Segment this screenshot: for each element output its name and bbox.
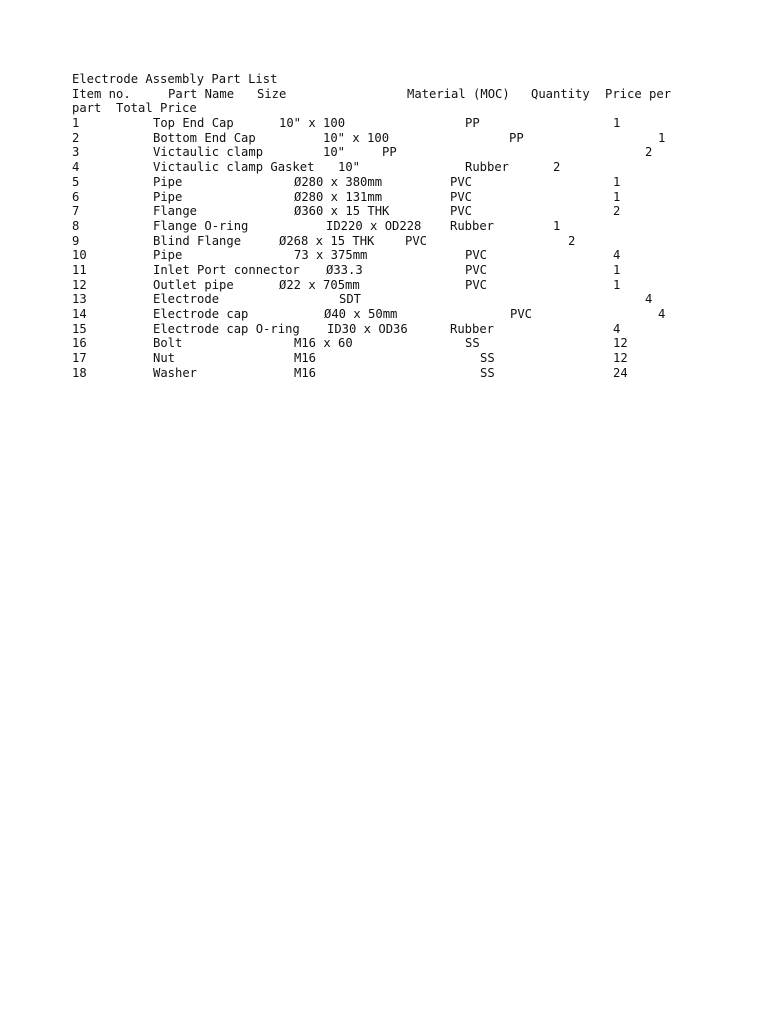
row-size: 10" — [323, 145, 346, 160]
header-quantity: Quantity — [531, 86, 590, 101]
row-item-no: 16 — [72, 336, 87, 351]
row-quantity: 1 — [613, 174, 621, 189]
row-item-no: 10 — [72, 248, 87, 263]
table-row — [72, 219, 692, 234]
row-part-name: Washer — [153, 365, 198, 380]
row-size: Ø33.3 — [326, 262, 363, 277]
row-part-name: Electrode cap O-ring — [153, 321, 300, 336]
table-row — [72, 248, 692, 263]
row-quantity: 4 — [613, 321, 621, 336]
row-material: PP — [382, 145, 397, 160]
row-quantity: 4 — [613, 248, 621, 263]
row-material: PVC — [510, 307, 533, 321]
row-item-no: 11 — [72, 262, 87, 277]
row-part-name: Inlet Port connector — [153, 262, 300, 277]
table-row — [72, 366, 692, 381]
row-item-no: 14 — [72, 307, 87, 321]
row-material: PP — [509, 130, 524, 145]
row-material: SS — [480, 351, 495, 366]
row-quantity: 2 — [645, 145, 653, 160]
row-quantity: 4 — [658, 307, 666, 321]
row-part-name: Top End Cap — [153, 116, 234, 131]
row-material: PP — [465, 116, 480, 131]
header-item-no: Item no. — [72, 86, 131, 101]
row-size: Ø40 x 50mm — [324, 307, 398, 321]
row-size: Ø280 x 380mm — [294, 174, 383, 189]
table-row — [72, 131, 692, 146]
header-size: Size — [257, 86, 287, 101]
row-item-no: 1 — [72, 116, 80, 131]
row-item-no: 8 — [72, 218, 80, 233]
table-row — [72, 145, 692, 160]
table-row — [72, 336, 692, 351]
row-quantity: 1 — [658, 130, 666, 145]
row-part-name: Electrode — [153, 292, 220, 307]
row-part-name: Bottom End Cap — [153, 130, 256, 145]
row-quantity: 2 — [613, 204, 621, 219]
row-size: Ø22 x 705mm — [279, 277, 360, 292]
row-size: 10" x 100 — [323, 130, 390, 145]
row-part-name: Outlet pipe — [153, 277, 234, 292]
row-part-name: Flange O-ring — [153, 218, 249, 233]
row-item-no: 13 — [72, 292, 87, 307]
table-row — [72, 175, 692, 190]
row-item-no: 7 — [72, 204, 80, 219]
row-quantity: 1 — [553, 218, 561, 233]
table-row — [72, 190, 692, 205]
row-part-name: Flange — [153, 204, 198, 219]
table-row — [72, 234, 692, 249]
row-size: M16 — [294, 351, 317, 366]
row-size: 73 x 375mm — [294, 248, 368, 263]
row-size: M16 — [294, 365, 317, 380]
table-row — [72, 204, 692, 219]
table-row — [72, 307, 692, 322]
row-part-name: Pipe — [153, 174, 183, 189]
header-part: part — [72, 101, 102, 116]
row-material: PVC — [450, 204, 473, 219]
row-item-no: 15 — [72, 321, 87, 336]
row-material: Rubber — [465, 160, 510, 175]
row-item-no: 12 — [72, 277, 87, 292]
row-part-name: Victaulic clamp — [153, 145, 264, 160]
row-material: PVC — [465, 262, 488, 277]
header-part-name: Part Name — [168, 86, 235, 101]
row-size: Ø280 x 131mm — [294, 189, 383, 204]
header-price-per: Price per — [605, 86, 672, 101]
row-item-no: 4 — [72, 160, 80, 175]
row-item-no: 2 — [72, 130, 80, 145]
row-material: SS — [480, 365, 495, 380]
row-quantity: 1 — [613, 262, 621, 277]
row-quantity: 1 — [613, 116, 621, 131]
row-size: Ø360 x 15 THK — [294, 204, 390, 219]
row-part-name: Bolt — [153, 336, 183, 351]
row-quantity: 1 — [613, 277, 621, 292]
row-material: PVC — [405, 233, 428, 248]
row-quantity: 12 — [613, 336, 628, 351]
row-size: ID30 x OD36 — [327, 321, 408, 336]
row-material: SS — [465, 336, 480, 351]
row-item-no: 17 — [72, 351, 87, 366]
row-size: Ø268 x 15 THK — [279, 233, 375, 248]
header-line-1 — [72, 87, 692, 102]
table-row — [72, 116, 692, 131]
row-part-name: Electrode cap — [153, 307, 249, 321]
row-size: 10" x 100 — [279, 116, 346, 131]
row-part-name: Pipe — [153, 248, 183, 263]
row-item-no: 9 — [72, 233, 80, 248]
row-item-no: 18 — [72, 365, 87, 380]
row-item-no: 6 — [72, 189, 80, 204]
document-title: Electrode Assembly Part List — [72, 72, 278, 86]
row-material: PVC — [465, 248, 488, 263]
row-part-name: Nut — [153, 351, 176, 366]
row-material: PVC — [450, 189, 473, 204]
table-row — [72, 322, 692, 337]
row-size: M16 x 60 — [294, 336, 353, 351]
table-row — [72, 278, 692, 293]
row-item-no: 5 — [72, 174, 80, 189]
row-quantity: 24 — [613, 365, 628, 380]
row-material: Rubber — [450, 218, 495, 233]
row-material: PVC — [450, 174, 473, 189]
row-size: ID220 x OD228 — [326, 218, 422, 233]
row-item-no: 3 — [72, 145, 80, 160]
table-row — [72, 292, 692, 307]
row-part-name: Victaulic clamp Gasket — [153, 160, 315, 175]
header-line-2 — [72, 101, 692, 116]
row-quantity: 2 — [553, 160, 561, 175]
row-quantity: 12 — [613, 351, 628, 366]
table-row — [72, 351, 692, 366]
row-quantity: 4 — [645, 292, 653, 307]
row-part-name: Pipe — [153, 189, 183, 204]
row-material: SDT — [339, 292, 362, 307]
header-total-price: Total Price — [116, 101, 197, 116]
row-size: 10" — [338, 160, 361, 175]
row-quantity: 1 — [613, 189, 621, 204]
row-material: PVC — [465, 277, 488, 292]
table-row — [72, 160, 692, 175]
header-material: Material (MOC) — [407, 86, 510, 101]
part-list-document — [72, 72, 692, 380]
row-material: Rubber — [450, 321, 495, 336]
row-part-name: Blind Flange — [153, 233, 242, 248]
row-quantity: 2 — [568, 233, 576, 248]
document-title-line — [72, 72, 692, 87]
table-row — [72, 263, 692, 278]
